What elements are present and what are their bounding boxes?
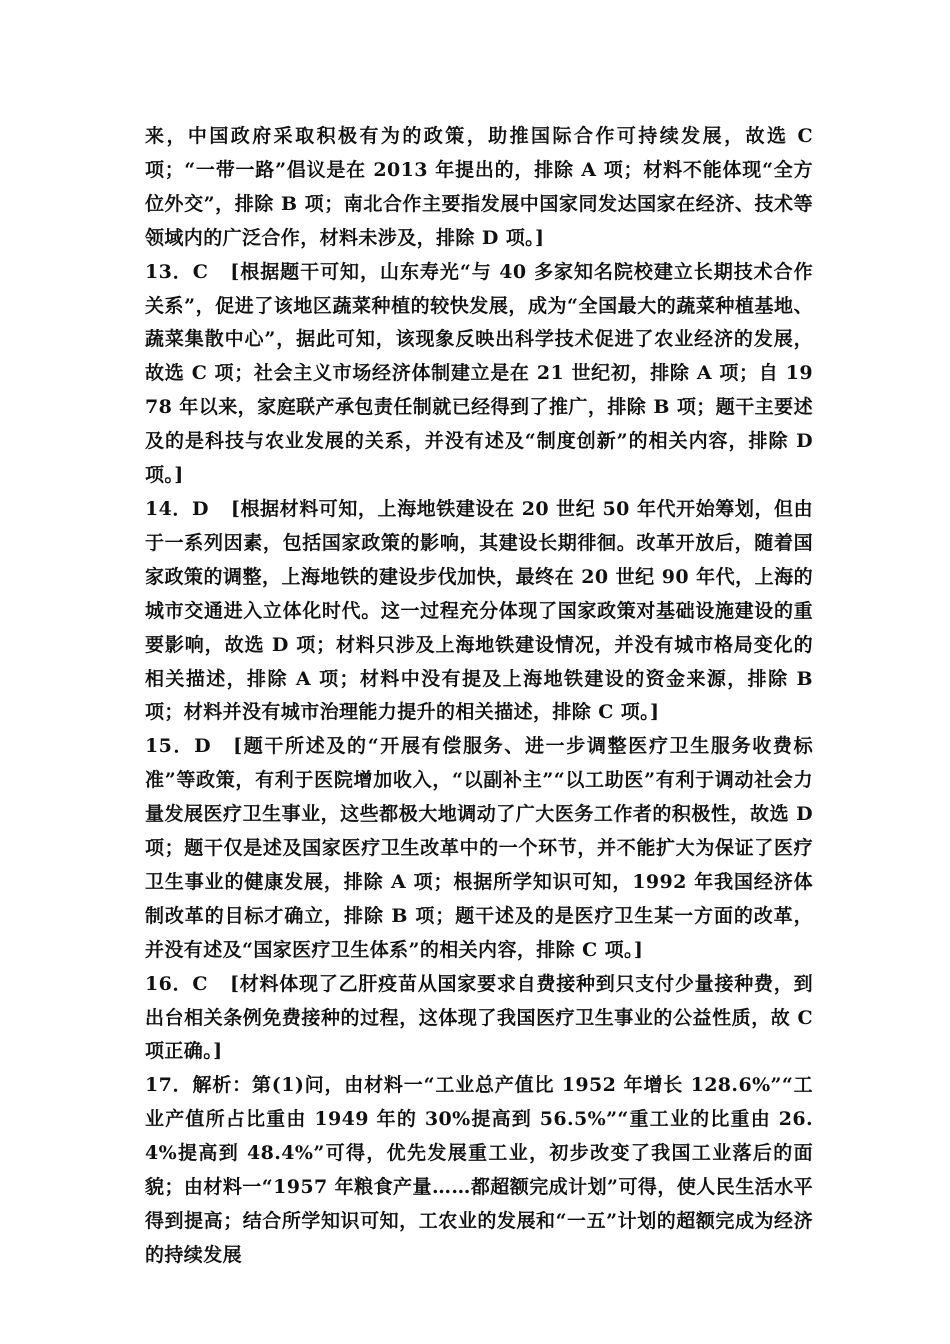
answer-paragraph-14	[145, 493, 813, 730]
paragraph-text: [题干所述及的“开展有偿服务、进一步调整医疗卫生服务收费标准”等政策，有利于医院增加收入，“以副补主”“以工助医”有利于调动社会力量发展医疗卫生事业，这些都极大地调动了广大医务工作者的积极性，故选 D 项；题干仅是述及国家医疗卫生改革中的一个环节，并不能扩大为保证了医疗卫生事业的健康发展，排除 A 项；根据所学知识可知，1992 年我国经济体制改革的目标才确立，排除 B 项；题干述及的是医疗卫生某一方面的改革，并没有述及“国家医疗卫生体系”的相关内容，排除 C 项。]	[145, 735, 813, 961]
answer-paragraph-15	[145, 730, 813, 967]
question-number: 16．	[145, 972, 193, 995]
answer-paragraph-continued	[145, 120, 813, 256]
answer-choice: C	[192, 972, 208, 995]
paragraph-text: [根据材料可知，上海地铁建设在 20 世纪 50 年代开始筹划，但由于一系列因素，包括国家政策的影响，其建设长期徘徊。改革开放后，随着国家政策的调整，上海地铁的建设步伐加快，最终在 20 世纪 90 年代，上海的城市交通进入立体化时代。这一过程充分体现了国家政策对基础设施建设的重要影响，故选 D 项；材料只涉及上海地铁建设情况，并没有城市格局变化的相关描述，排除 A 项；材料中没有提及上海地铁建设的资金来源，排除 B 项；材料并没有城市治理能力提升的相关描述，排除 C 项。]	[145, 497, 813, 724]
question-number: 13．	[145, 260, 193, 283]
answer-choice: D	[194, 735, 212, 758]
answer-choice: C	[192, 260, 209, 283]
question-number: 14．	[145, 497, 192, 520]
paragraph-text: [材料体现了乙肝疫苗从国家要求自费接种到只支付少量接种费，到出台相关条例免费接种的过程，这体现了我国医疗卫生事业的公益性质，故 C 项正确。]	[145, 972, 813, 1063]
answer-text-block	[145, 120, 813, 1273]
answer-paragraph-17	[145, 1069, 813, 1272]
paragraph-text: [根据题干可知，山东寿光“与 40 多家知名院校建立长期技术合作关系”，促进了该地区蔬菜种植的较快发展，成为“全国最大的蔬菜种植基地、蔬菜集散中心”，据此可知，该现象反映出科学技术促进了农业经济的发展，故选 C 项；社会主义市场经济体制建立是在 21 世纪初，排除 A 项；自 1978 年以来，家庭联产承包责任制就已经得到了推广，排除 B 项；题干主要述及的是科技与农业发展的关系，并没有述及“制度创新”的相关内容，排除 D 项。]	[145, 260, 813, 487]
paragraph-text: 第(1)问，由材料一“工业总产值比 1952 年增长 128.6%”“工业产值所占比重由 1949 年的 30%提高到 56.5%”“重工业的比重由 26.4%提高到 48.4%”可得，优先发展重工业，初步改变了我国工业落后的面貌；由材料一“1957 年粮食产量……都超额完成计划”可得，使人民生活水平得到提高；结合所学知识可知，工农业的发展和“一五”计划的超额完成为经济的持续发展	[145, 1074, 814, 1266]
question-number: 17．	[145, 1074, 193, 1097]
question-number: 15．	[145, 735, 195, 758]
answer-paragraph-13	[145, 256, 813, 493]
answer-paragraph-16	[145, 968, 813, 1070]
answer-choice: D	[192, 497, 209, 520]
analysis-label: 解析：	[192, 1074, 252, 1097]
paragraph-text: 来，中国政府采取积极有为的政策，助推国际合作可持续发展，故选 C 项；“一带一路”倡议是在 2013 年提出的，排除 A 项；材料不能体现“全方位外交”，排除 B 项；南北合作主要指发展中国家同发达国家在经济、技术等领域内的广泛合作，材料未涉及，排除 D 项。]	[145, 125, 813, 249]
